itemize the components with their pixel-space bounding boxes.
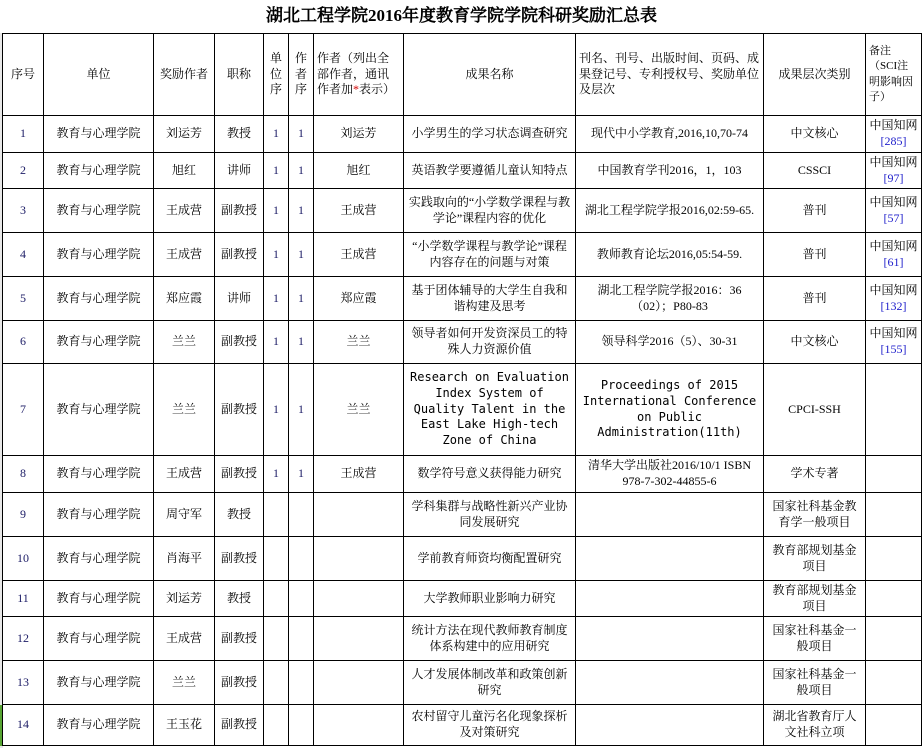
cell-author-order[interactable]: 1 bbox=[289, 153, 314, 189]
cell-rank[interactable]: 教授 bbox=[215, 116, 264, 153]
remark-ref: [61] bbox=[883, 254, 904, 269]
cell-award-author[interactable]: 肖海平 bbox=[154, 537, 215, 581]
cell-remark[interactable] bbox=[866, 321, 922, 364]
cell-author-order[interactable] bbox=[289, 617, 314, 661]
table-row bbox=[3, 581, 922, 617]
cell-unit[interactable]: 教育与心理学院 bbox=[44, 189, 154, 233]
cell-journal[interactable] bbox=[576, 537, 764, 581]
cell-journal[interactable] bbox=[576, 493, 764, 537]
corresponding-author-star: * bbox=[353, 82, 360, 97]
cell-no[interactable]: 7 bbox=[3, 364, 44, 456]
cell-author-order[interactable]: 1 bbox=[289, 189, 314, 233]
cell-category[interactable]: 普刊 bbox=[764, 233, 866, 277]
cell-rank[interactable]: 讲师 bbox=[215, 153, 264, 189]
col-header-authors[interactable] bbox=[314, 34, 404, 116]
cell-journal[interactable]: 中国教育学刊2016，1，103 bbox=[576, 153, 764, 189]
cell-journal[interactable]: 领导科学2016（5）、30-31 bbox=[576, 321, 764, 364]
cell-category[interactable]: 普刊 bbox=[764, 277, 866, 321]
col-header-remark[interactable]: 备注（SCI注明影响因子） bbox=[866, 34, 922, 116]
cell-unit-order[interactable] bbox=[264, 493, 289, 537]
cell-rank[interactable]: 副教授 bbox=[215, 617, 264, 661]
cell-category[interactable]: CPCI-SSH bbox=[764, 364, 866, 456]
cell-award-author[interactable]: 郑应霞 bbox=[154, 277, 215, 321]
cell-remark[interactable] bbox=[866, 537, 922, 581]
cell-unit[interactable]: 教育与心理学院 bbox=[44, 493, 154, 537]
cell-authors[interactable]: 郑应霞 bbox=[314, 277, 404, 321]
cell-remark[interactable] bbox=[866, 705, 922, 746]
cell-category[interactable]: CSSCI bbox=[764, 153, 866, 189]
cell-category[interactable]: 国家社科基金一般项目 bbox=[764, 661, 866, 705]
cell-remark[interactable] bbox=[866, 364, 922, 456]
remark-ref: [132] bbox=[880, 298, 907, 313]
cell-author-order[interactable]: 1 bbox=[289, 321, 314, 364]
cell-journal[interactable]: 清华大学出版社2016/10/1 ISBN 978-7-302-44855-6 bbox=[576, 456, 764, 493]
authors-header-text: 作者（列出全部作者，通讯作者加 bbox=[317, 50, 390, 97]
cell-category[interactable]: 湖北省教育厅人文社科立项 bbox=[764, 705, 866, 746]
cell-author-order[interactable]: 1 bbox=[289, 233, 314, 277]
cell-rank[interactable]: 副教授 bbox=[215, 233, 264, 277]
cell-journal[interactable]: 湖北工程学院学报2016,02:59-65. bbox=[576, 189, 764, 233]
cell-achievement[interactable]: 领导者如何开发资深员工的特殊人力资源价值 bbox=[404, 321, 576, 364]
cell-authors[interactable]: 王成营 bbox=[314, 189, 404, 233]
cell-award-author[interactable]: 王成营 bbox=[154, 233, 215, 277]
cell-remark[interactable] bbox=[866, 277, 922, 321]
cell-no[interactable]: 5 bbox=[3, 277, 44, 321]
cell-remark[interactable] bbox=[866, 581, 922, 617]
remark-text: 中国知网 bbox=[869, 326, 918, 341]
cell-category[interactable]: 普刊 bbox=[764, 189, 866, 233]
col-header-no[interactable]: 序号 bbox=[3, 34, 44, 116]
cell-no[interactable]: 11 bbox=[3, 581, 44, 617]
cell-journal[interactable] bbox=[576, 661, 764, 705]
table-row bbox=[3, 364, 922, 456]
table-row bbox=[3, 456, 922, 493]
authors-header-text-suffix: 表示） bbox=[359, 82, 396, 97]
cell-no[interactable]: 3 bbox=[3, 189, 44, 233]
cell-award-author[interactable]: 刘运芳 bbox=[154, 581, 215, 617]
cell-unit-order[interactable] bbox=[264, 705, 289, 746]
cell-no[interactable]: 4 bbox=[3, 233, 44, 277]
remark-ref: [57] bbox=[883, 210, 904, 225]
cell-journal[interactable]: 现代中小学教育,2016,10,70-74 bbox=[576, 116, 764, 153]
col-header-award-author[interactable]: 奖励作者 bbox=[154, 34, 215, 116]
cell-no[interactable]: 13 bbox=[3, 661, 44, 705]
remark-ref: [97] bbox=[883, 170, 904, 185]
cell-authors[interactable]: 王成营 bbox=[314, 456, 404, 493]
cell-rank[interactable]: 副教授 bbox=[215, 537, 264, 581]
cell-journal[interactable]: 湖北工程学院学报2016：36（02）；P80-83 bbox=[576, 277, 764, 321]
cell-achievement[interactable]: 大学教师职业影响力研究 bbox=[404, 581, 576, 617]
remark-ref: [285] bbox=[880, 134, 907, 148]
cell-authors[interactable]: 兰兰 bbox=[314, 364, 404, 456]
cell-unit[interactable]: 教育与心理学院 bbox=[44, 456, 154, 493]
cell-achievement[interactable]: 统计方法在现代教师教育制度体系构建中的应用研究 bbox=[404, 617, 576, 661]
cell-award-author[interactable]: 旭红 bbox=[154, 153, 215, 189]
cell-achievement[interactable]: 人才发展体制改革和政策创新研究 bbox=[404, 661, 576, 705]
remark-text: 中国知网 bbox=[869, 238, 918, 253]
cell-authors[interactable]: 刘运芳 bbox=[314, 116, 404, 153]
cell-author-order[interactable] bbox=[289, 705, 314, 746]
cell-journal[interactable] bbox=[576, 705, 764, 746]
cell-rank[interactable]: 副教授 bbox=[215, 705, 264, 746]
cell-unit[interactable]: 教育与心理学院 bbox=[44, 153, 154, 189]
cell-journal[interactable]: Proceedings of 2015 International Conference on Public Administration(11th) bbox=[576, 364, 764, 456]
cell-achievement[interactable]: 数学符号意义获得能力研究 bbox=[404, 456, 576, 493]
table-row bbox=[3, 537, 922, 581]
cell-author-order[interactable] bbox=[289, 493, 314, 537]
cell-remark[interactable] bbox=[866, 116, 922, 153]
cell-authors[interactable] bbox=[314, 537, 404, 581]
cell-award-author[interactable]: 兰兰 bbox=[154, 661, 215, 705]
cell-rank[interactable]: 副教授 bbox=[215, 321, 264, 364]
cell-unit[interactable]: 教育与心理学院 bbox=[44, 537, 154, 581]
cell-unit[interactable]: 教育与心理学院 bbox=[44, 321, 154, 364]
cell-author-order[interactable]: 1 bbox=[289, 456, 314, 493]
cell-author-order[interactable] bbox=[289, 661, 314, 705]
cell-rank[interactable]: 教授 bbox=[215, 493, 264, 537]
cell-category[interactable]: 中文核心 bbox=[764, 321, 866, 364]
cell-authors[interactable] bbox=[314, 581, 404, 617]
cell-rank[interactable]: 副教授 bbox=[215, 661, 264, 705]
cell-achievement[interactable]: 学前教育师资均衡配置研究 bbox=[404, 537, 576, 581]
table-body bbox=[3, 116, 922, 746]
cell-author-order[interactable]: 1 bbox=[289, 116, 314, 153]
page-title: 湖北工程学院2016年度教育学院学院科研奖励汇总表 bbox=[266, 6, 657, 25]
table-row bbox=[3, 493, 922, 537]
cell-remark[interactable] bbox=[866, 493, 922, 537]
cell-unit-order[interactable]: 1 bbox=[264, 364, 289, 456]
table-row bbox=[3, 233, 922, 277]
cell-no[interactable]: 9 bbox=[3, 493, 44, 537]
cell-unit-order[interactable] bbox=[264, 537, 289, 581]
cell-award-author[interactable]: 兰兰 bbox=[154, 364, 215, 456]
cell-authors[interactable] bbox=[314, 661, 404, 705]
remark-text: 中国知网 bbox=[869, 194, 918, 209]
cell-authors[interactable]: 王成营 bbox=[314, 233, 404, 277]
col-header-achievement[interactable]: 成果名称 bbox=[404, 34, 576, 116]
cell-unit[interactable]: 教育与心理学院 bbox=[44, 581, 154, 617]
cell-author-order[interactable] bbox=[289, 537, 314, 581]
cell-unit-order[interactable]: 1 bbox=[264, 116, 289, 153]
remark-ref: [155] bbox=[880, 342, 907, 356]
cell-authors[interactable] bbox=[314, 493, 404, 537]
cell-award-author[interactable]: 周守军 bbox=[154, 493, 215, 537]
cell-no[interactable]: 8 bbox=[3, 456, 44, 493]
cell-category[interactable]: 教育部规划基金项目 bbox=[764, 537, 866, 581]
col-header-rank[interactable]: 职称 bbox=[215, 34, 264, 116]
cell-unit[interactable]: 教育与心理学院 bbox=[44, 277, 154, 321]
col-header-category[interactable]: 成果层次类别 bbox=[764, 34, 866, 116]
cell-rank[interactable]: 讲师 bbox=[215, 277, 264, 321]
cell-no[interactable]: 1 bbox=[3, 116, 44, 153]
cell-author-order[interactable] bbox=[289, 581, 314, 617]
cell-unit-order[interactable]: 1 bbox=[264, 233, 289, 277]
col-header-unit[interactable]: 单位 bbox=[44, 34, 154, 116]
cell-no[interactable]: 2 bbox=[3, 153, 44, 189]
col-header-journal[interactable]: 刊名、刊号、出版时间、页码、成果登记号、专利授权号、奖励单位及层次 bbox=[576, 34, 764, 116]
cell-unit-order[interactable] bbox=[264, 581, 289, 617]
cell-achievement[interactable]: 英语教学要遵循儿童认知特点 bbox=[404, 153, 576, 189]
cell-category[interactable]: 中文核心 bbox=[764, 116, 866, 153]
cell-authors[interactable] bbox=[314, 617, 404, 661]
cell-remark[interactable] bbox=[866, 233, 922, 277]
cell-unit[interactable]: 教育与心理学院 bbox=[44, 617, 154, 661]
cell-achievement[interactable]: 农村留守儿童污名化现象探析及对策研究 bbox=[404, 705, 576, 746]
remark-text: 中国知网 bbox=[869, 118, 918, 133]
cell-unit[interactable]: 教育与心理学院 bbox=[44, 116, 154, 153]
remark-text: 中国知网 bbox=[869, 282, 918, 297]
cell-rank[interactable]: 教授 bbox=[215, 581, 264, 617]
cell-unit[interactable]: 教育与心理学院 bbox=[44, 364, 154, 456]
cell-unit-order[interactable]: 1 bbox=[264, 277, 289, 321]
cell-category[interactable]: 国家社科基金一般项目 bbox=[764, 617, 866, 661]
cell-authors[interactable]: 旭红 bbox=[314, 153, 404, 189]
cell-journal[interactable]: 教师教育论坛2016,05:54-59. bbox=[576, 233, 764, 277]
cell-category[interactable]: 国家社科基金教育学一般项目 bbox=[764, 493, 866, 537]
cell-category[interactable]: 学术专著 bbox=[764, 456, 866, 493]
cell-achievement[interactable]: 基于团体辅导的大学生自我和谐构建及思考 bbox=[404, 277, 576, 321]
cell-unit[interactable]: 教育与心理学院 bbox=[44, 705, 154, 746]
cell-rank[interactable]: 副教授 bbox=[215, 456, 264, 493]
cell-unit-order[interactable] bbox=[264, 661, 289, 705]
cell-author-order[interactable]: 1 bbox=[289, 277, 314, 321]
cell-remark[interactable] bbox=[866, 617, 922, 661]
col-header-unit-order[interactable]: 单位序 bbox=[264, 34, 289, 116]
cell-award-author[interactable]: 兰兰 bbox=[154, 321, 215, 364]
remark-text: 中国知网 bbox=[869, 154, 918, 169]
cell-award-author[interactable]: 王成营 bbox=[154, 617, 215, 661]
cell-unit-order[interactable]: 1 bbox=[264, 189, 289, 233]
cell-author-order[interactable]: 1 bbox=[289, 364, 314, 456]
cell-achievement[interactable]: 实践取向的“小学数学课程与教学论”课程内容的优化 bbox=[404, 189, 576, 233]
cell-unit-order[interactable]: 1 bbox=[264, 456, 289, 493]
table-row bbox=[3, 189, 922, 233]
cell-category[interactable]: 教育部规划基金项目 bbox=[764, 581, 866, 617]
cell-no[interactable]: 14 bbox=[3, 705, 44, 746]
cell-unit[interactable]: 教育与心理学院 bbox=[44, 661, 154, 705]
cell-authors[interactable] bbox=[314, 705, 404, 746]
cell-unit-order[interactable]: 1 bbox=[264, 153, 289, 189]
cell-unit-order[interactable]: 1 bbox=[264, 321, 289, 364]
cell-remark[interactable] bbox=[866, 189, 922, 233]
table-row bbox=[3, 277, 922, 321]
research-awards-table bbox=[2, 33, 922, 746]
cell-rank[interactable]: 副教授 bbox=[215, 189, 264, 233]
cell-remark[interactable] bbox=[866, 661, 922, 705]
table-row bbox=[3, 321, 922, 364]
cell-unit[interactable]: 教育与心理学院 bbox=[44, 233, 154, 277]
cell-achievement[interactable]: “小学数学课程与教学论”课程内容存在的问题与对策 bbox=[404, 233, 576, 277]
table-row bbox=[3, 116, 922, 153]
cell-achievement[interactable]: Research on Evaluation Index System of Quality Talent in the East Lake High-tech Zone of China bbox=[404, 364, 576, 456]
cell-rank[interactable]: 副教授 bbox=[215, 364, 264, 456]
cell-no[interactable]: 6 bbox=[3, 321, 44, 364]
table-row bbox=[3, 617, 922, 661]
col-header-author-order[interactable]: 作者序 bbox=[289, 34, 314, 116]
cell-journal[interactable] bbox=[576, 581, 764, 617]
cell-achievement[interactable]: 学科集群与战略性新兴产业协同发展研究 bbox=[404, 493, 576, 537]
cell-journal[interactable] bbox=[576, 617, 764, 661]
cell-no[interactable]: 12 bbox=[3, 617, 44, 661]
cell-authors[interactable]: 兰兰 bbox=[314, 321, 404, 364]
cell-award-author[interactable]: 王成营 bbox=[154, 189, 215, 233]
cell-remark[interactable] bbox=[866, 153, 922, 189]
cell-no[interactable]: 10 bbox=[3, 537, 44, 581]
cell-award-author[interactable]: 王玉花 bbox=[154, 705, 215, 746]
table-row bbox=[3, 705, 922, 746]
header-row bbox=[3, 34, 922, 116]
cell-award-author[interactable]: 王成营 bbox=[154, 456, 215, 493]
table-row bbox=[3, 153, 922, 189]
cell-award-author[interactable]: 刘运芳 bbox=[154, 116, 215, 153]
cell-remark[interactable] bbox=[866, 456, 922, 493]
cell-achievement[interactable]: 小学男生的学习状态调查研究 bbox=[404, 116, 576, 153]
cell-unit-order[interactable] bbox=[264, 617, 289, 661]
table-row bbox=[3, 661, 922, 705]
